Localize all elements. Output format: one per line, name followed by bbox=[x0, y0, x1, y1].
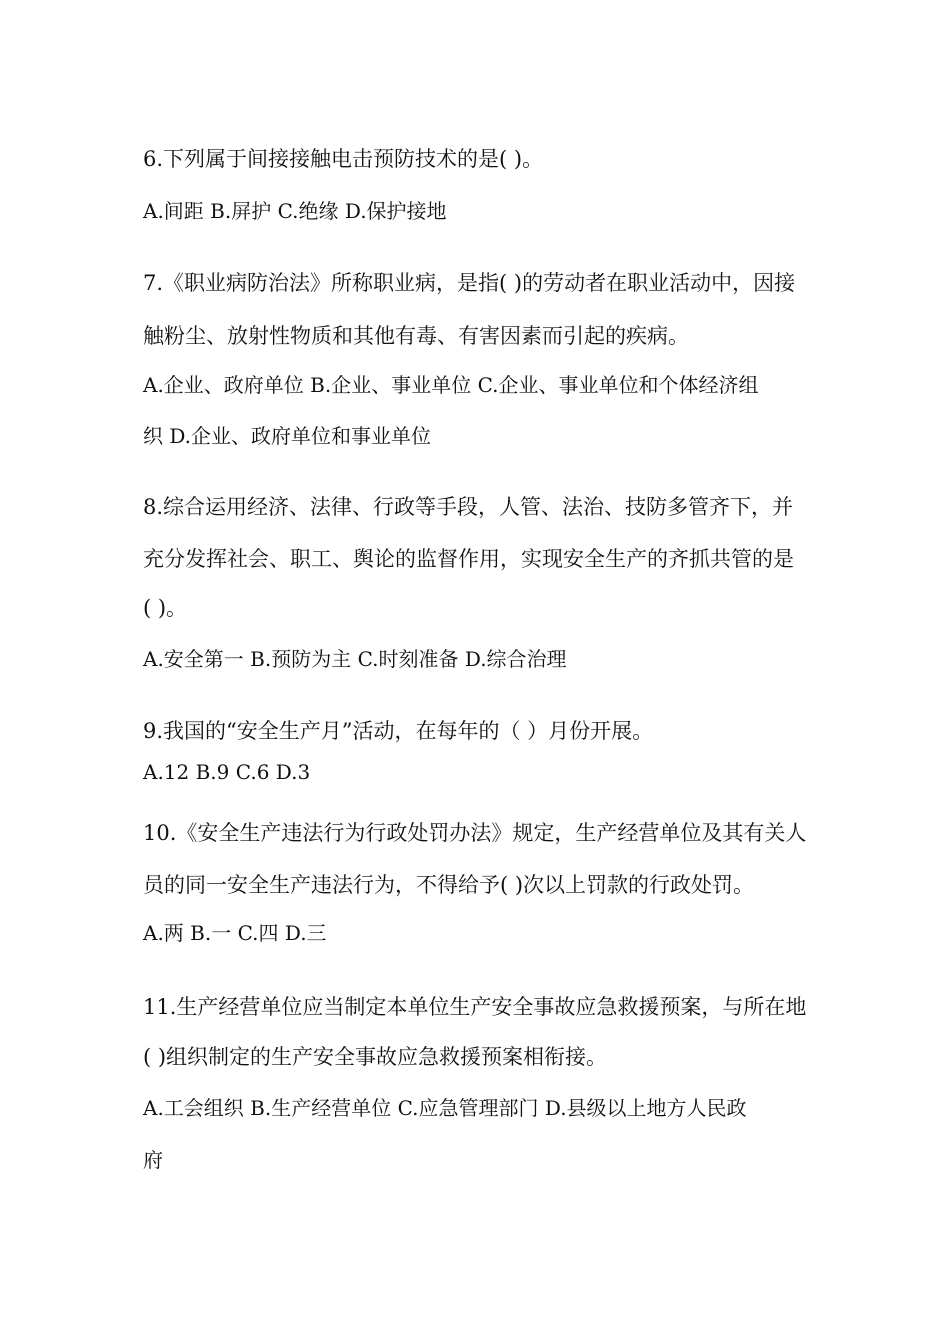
question-9-options: A.12 B.9 C.6 D.3 bbox=[143, 760, 311, 784]
question-7-options-line-2: 织 D.企业、政府单位和事业单位 bbox=[143, 424, 432, 448]
question-11-options-line-2: 府 bbox=[143, 1148, 163, 1172]
question-11-stem-line-2: ( )组织制定的生产安全事故应急救援预案相衔接。 bbox=[143, 1045, 608, 1069]
question-6-stem: 6.下列属于间接接触电击预防技术的是( )。 bbox=[143, 147, 544, 171]
question-10-stem-line-2: 员的同一安全生产违法行为，不得给予( )次以上罚款的行政处罚。 bbox=[143, 873, 755, 897]
question-10-options: A.两 B.一 C.四 D.三 bbox=[143, 921, 327, 945]
question-8-options: A.安全第一 B.预防为主 C.时刻准备 D.综合治理 bbox=[143, 647, 567, 671]
question-6-options: A.间距 B.屏护 C.绝缘 D.保护接地 bbox=[143, 199, 447, 223]
question-9-stem: 9.我国的“安全生产月”活动，在每年的（ ）月份开展。 bbox=[143, 719, 654, 743]
question-7-stem-line-1: 7.《职业病防治法》所称职业病，是指( )的劳动者在职业活动中，因接 bbox=[143, 271, 796, 295]
question-10-stem-line-1: 10.《安全生产违法行为行政处罚办法》规定，生产经营单位及其有关人 bbox=[143, 821, 807, 845]
question-8-stem-line-3: ( )。 bbox=[143, 596, 188, 620]
question-8-stem-line-1: 8.综合运用经济、法律、行政等手段，人管、法治、技防多管齐下，并 bbox=[143, 495, 794, 519]
question-7-stem-line-2: 触粉尘、放射性物质和其他有毒、有害因素而引起的疾病。 bbox=[143, 324, 689, 348]
question-11-stem-line-1: 11.生产经营单位应当制定本单位生产安全事故应急救援预案，与所在地 bbox=[143, 995, 807, 1019]
question-11-options-line-1: A.工会组织 B.生产经营单位 C.应急管理部门 D.县级以上地方人民政 bbox=[143, 1096, 747, 1120]
question-7-options-line-1: A.企业、政府单位 B.企业、事业单位 C.企业、事业单位和个体经济组 bbox=[143, 373, 759, 397]
question-8-stem-line-2: 充分发挥社会、职工、舆论的监督作用，实现安全生产的齐抓共管的是 bbox=[143, 547, 794, 571]
